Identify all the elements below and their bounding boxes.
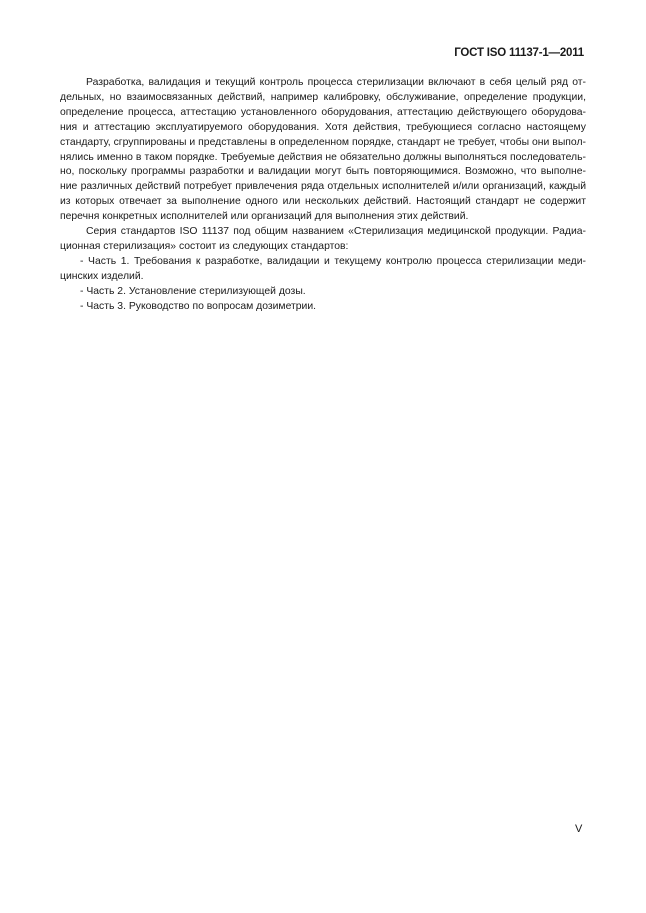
text-line: но, поскольку программы разработки и валидации могут быть повторяющимися. Возможно, что выполне-: [60, 166, 586, 178]
list-item: [60, 255, 586, 285]
text-line: из которых отвечает за выполнение одного или нескольких действий. Настоящий стандарт не содержит: [60, 196, 586, 208]
text-line: Разработка, валидация и текущий контроль процесса стерилизации включают в себя целый ряд от-: [86, 77, 586, 88]
text-line: - Часть 3. Руководство по вопросам дозиметрии.: [80, 300, 317, 312]
list-item: [60, 300, 586, 315]
standards-list: [60, 255, 586, 315]
text-line: ния и аттестацию эксплуатируемого оборудования. Хотя действия, требующиеся согласно настоящему: [60, 121, 586, 133]
text-line: Серия стандартов ISO 11137 под общим названием «Стерилизация медицинской продукции. Радиа-: [86, 226, 586, 238]
text-line: - Часть 2. Установление стерилизующей дозы.: [80, 285, 306, 297]
text-line: ционная стерилизация» состоит из следующих стандартов:: [60, 240, 349, 252]
text-line: цинских изделий.: [60, 270, 144, 282]
text-line: - Часть 1. Требования к разработке, валидации и текущему контролю процесса стерилизации меди-: [80, 255, 586, 267]
text-line: перечня конкретных исполнителей или организаций для выполнения этих действий.: [60, 211, 469, 223]
document-body: [60, 76, 586, 315]
text-line: нялись именно в таком порядке. Требуемые действия не обязательно должны выполняться последователь-: [60, 151, 586, 163]
text-line: стандарту, сгруппированы и представлены в определенном порядке, стандарт не требует, чтобы они выпол-: [60, 136, 586, 148]
paragraph-series: [60, 225, 586, 255]
text-line: дельных, но взаимосвязанных действий, например калибровку, обслуживание, определение продукции,: [60, 91, 586, 103]
list-item: [60, 285, 586, 300]
text-line: ние различных действий потребует привлечения ряда отдельных исполнителей и/или организаций, каждый: [60, 181, 586, 193]
document-header: ГОСТ ISO 11137-1—2011: [454, 47, 584, 59]
page-number: V: [575, 823, 583, 835]
paragraph-intro: [60, 76, 586, 225]
text-line: определение процесса, аттестацию установленного оборудования, аттестацию действующего оборудова-: [60, 106, 586, 118]
